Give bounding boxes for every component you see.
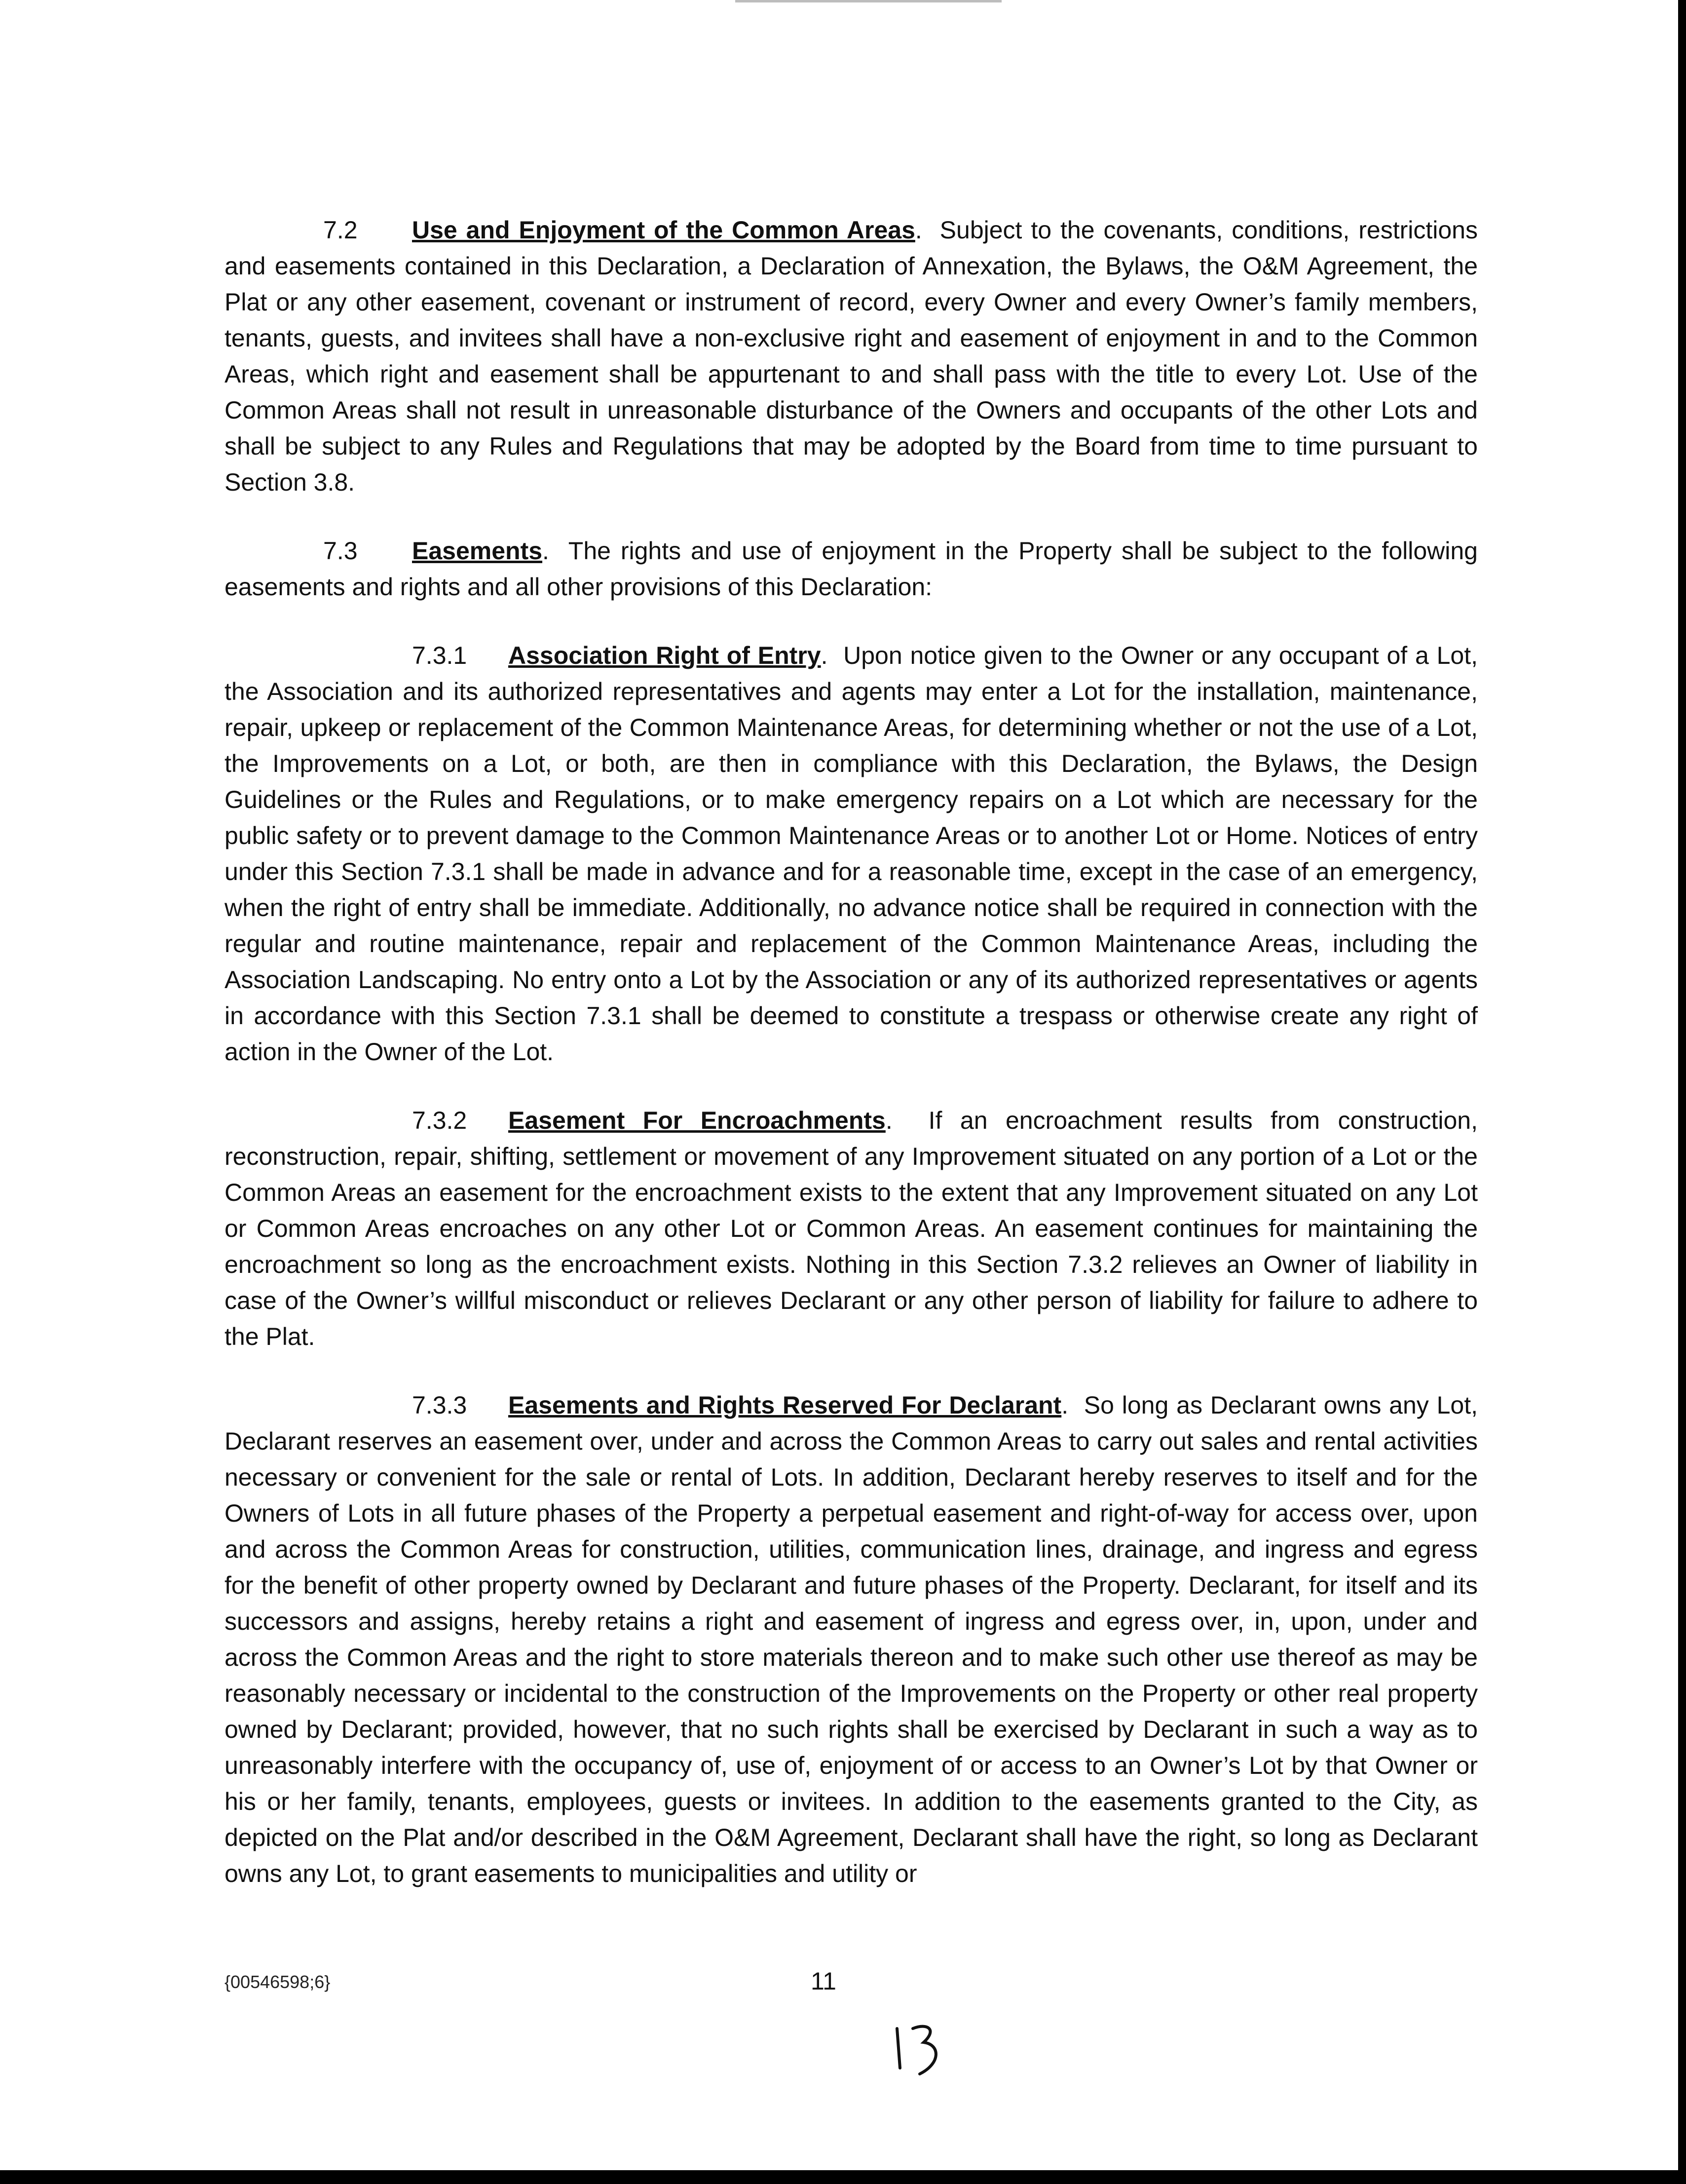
handwritten-page-mark	[888, 2019, 952, 2083]
section-heading: Easements and Rights Reserved For Declarant	[508, 1391, 1062, 1419]
section-number: 7.3.1	[412, 642, 467, 669]
page-number: 11	[811, 1967, 836, 1995]
section-number: 7.3.3	[412, 1391, 467, 1419]
section-number: 7.3	[323, 537, 358, 565]
section-body: Subject to the covenants, conditions, restrictions and easements contained in this Declaration, a Declaration of Annexation, the Bylaws, the O&M Agreement, the Plat or any other easement, covenant or instrument of record, every Owner and every Owner’s family members, tenants, guests, and invitees shall have a non-exclusive right and easement of enjoyment in and to the Common Areas, which right and easement shall be appurtenant to and shall pass with the title to every Lot. Use of the Common Areas shall not result in unreasonable disturbance of the Owners and occupants of the other Lots and shall be subject to any Rules and Regulations that may be adopted by the Board from time to time pursuant to Section 3.8.	[225, 216, 1478, 496]
scan-right-border	[1678, 0, 1686, 2184]
section-number: 7.3.2	[412, 1107, 467, 1134]
document-page	[225, 212, 1478, 1892]
section-7-3-3: 7.3.3 Easements and Rights Reserved For Declarant. So long as Declarant owns any Lot, Declarant reserves an easement over, under and across the Common Areas to carry out sales and rental activities necessary or convenient for the sale or rental of Lots. In addition, Declarant hereby reserves to itself and for the Owners of Lots in all future phases of the Property a perpetual easement and right-of-way for access over, upon and across the Common Areas for construction, utilities, communication lines, drainage, and ingress and egress for the benefit of other property owned by Declarant and future phases of the Property. Declarant, for itself and its successors and assigns, hereby retains a right and easement of ingress and egress over, in, upon, under and across the Common Areas and the right to store materials thereon and to make such other use thereof as may be reasonably necessary or incidental to the construction of the Improvements on the Property or other real property owned by Declarant; provided, however, that no such rights shall be exercised by Declarant in such a way as to unreasonably interfere with the occupancy of, use of, enjoyment of or access to an Owner’s Lot by that Owner or his or her family, tenants, employees, guests or invitees. In addition to the easements granted to the City, as depicted on the Plat and/or described in the O&M Agreement, Declarant shall have the right, so long as Declarant owns any Lot, to grant easements to municipalities and utility or	[225, 1387, 1478, 1892]
section-7-3: 7.3 Easements. The rights and use of enjoyment in the Property shall be subject to the following easements and rights and all other provisions of this Declaration:	[225, 533, 1478, 605]
section-7-2: 7.2 Use and Enjoyment of the Common Areas. Subject to the covenants, conditions, restrictions and easements contained in this Declaration, a Declaration of Annexation, the Bylaws, the O&M Agreement, the Plat or any other easement, covenant or instrument of record, every Owner and every Owner’s family members, tenants, guests, and invitees shall have a non-exclusive right and easement of enjoyment in and to the Common Areas, which right and easement shall be appurtenant to and shall pass with the title to every Lot. Use of the Common Areas shall not result in unreasonable disturbance of the Owners and occupants of the other Lots and shall be subject to any Rules and Regulations that may be adopted by the Board from time to time pursuant to Section 3.8.	[225, 212, 1478, 500]
section-body: The rights and use of enjoyment in the Property shall be subject to the following easements and rights and all other provisions of this Declaration:	[225, 537, 1478, 601]
section-body: So long as Declarant owns any Lot, Declarant reserves an easement over, under and across the Common Areas to carry out sales and rental activities necessary or convenient for the sale or rental of Lots. In addition, Declarant hereby reserves to itself and for the Owners of Lots in all future phases of the Property a perpetual easement and right-of-way for access over, upon and across the Common Areas for construction, utilities, communication lines, drainage, and ingress and egress for the benefit of other property owned by Declarant and future phases of the Property. Declarant, for itself and its successors and assigns, hereby retains a right and easement of ingress and egress over, in, upon, under and across the Common Areas and the right to store materials thereon and to make such other use thereof as may be reasonably necessary or incidental to the construction of the Improvements on the Property or other real property owned by Declarant; provided, however, that no such rights shall be exercised by Declarant in such a way as to unreasonably interfere with the occupancy of, use of, enjoyment of or access to an Owner’s Lot by that Owner or his or her family, tenants, employees, guests or invitees. In addition to the easements granted to the City, as depicted on the Plat and/or described in the O&M Agreement, Declarant shall have the right, so long as Declarant owns any Lot, to grant easements to municipalities and utility or	[225, 1391, 1478, 1887]
section-heading: Easement For Encroachments	[508, 1107, 886, 1134]
section-number: 7.2	[323, 216, 358, 244]
section-7-3-2: 7.3.2 Easement For Encroachments. If an encroachment results from construction, reconstruction, repair, shifting, settlement or movement of any Improvement situated on any portion of a Lot or the Common Areas an easement for the encroachment exists to the extent that any Improvement situated on any Lot or Common Areas encroaches on any other Lot or Common Areas. An easement continues for maintaining the encroachment so long as the encroachment exists. Nothing in this Section 7.3.2 relieves an Owner of liability in case of the Owner’s willful misconduct or relieves Declarant or any other person of liability for failure to adhere to the Plat.	[225, 1103, 1478, 1355]
section-body: If an encroachment results from construction, reconstruction, repair, shifting, settlement or movement of any Improvement situated on any portion of a Lot or the Common Areas an easement for the encroachment exists to the extent that any Improvement situated on any Lot or Common Areas encroaches on any other Lot or Common Areas. An easement continues for maintaining the encroachment so long as the encroachment exists. Nothing in this Section 7.3.2 relieves an Owner of liability in case of the Owner’s willful misconduct or relieves Declarant or any other person of liability for failure to adhere to the Plat.	[225, 1107, 1478, 1350]
scan-top-mark	[735, 0, 1002, 2]
section-heading: Use and Enjoyment of the Common Areas	[412, 216, 915, 244]
section-7-3-1: 7.3.1 Association Right of Entry. Upon notice given to the Owner or any occupant of a Lot, the Association and its authorized representatives and agents may enter a Lot for the installation, maintenance, repair, upkeep or replacement of the Common Maintenance Areas, for determining whether or not the use of a Lot, the Improvements on a Lot, or both, are then in compliance with this Declaration, the Bylaws, the Design Guidelines or the Rules and Regulations, or to make emergency repairs on a Lot which are necessary for the public safety or to prevent damage to the Common Maintenance Areas or to another Lot or Home. Notices of entry under this Section 7.3.1 shall be made in advance and for a reasonable time, except in the case of an emergency, when the right of entry shall be immediate. Additionally, no advance notice shall be required in connection with the regular and routine maintenance, repair and replacement of the Common Maintenance Areas, including the Association Landscaping. No entry onto a Lot by the Association or any of its authorized representatives or agents in accordance with this Section 7.3.1 shall be deemed to constitute a trespass or otherwise create any right of action in the Owner of the Lot.	[225, 638, 1478, 1070]
section-heading: Association Right of Entry	[508, 642, 821, 669]
document-id: {00546598;6}	[225, 1972, 331, 1992]
scan-bottom-border	[0, 2170, 1686, 2184]
section-heading: Easements	[412, 537, 543, 565]
section-body: Upon notice given to the Owner or any occupant of a Lot, the Association and its authorized representatives and agents may enter a Lot for the installation, maintenance, repair, upkeep or replacement of the Common Maintenance Areas, for determining whether or not the use of a Lot, the Improvements on a Lot, or both, are then in compliance with this Declaration, the Bylaws, the Design Guidelines or the Rules and Regulations, or to make emergency repairs on a Lot which are necessary for the public safety or to prevent damage to the Common Maintenance Areas or to another Lot or Home. Notices of entry under this Section 7.3.1 shall be made in advance and for a reasonable time, except in the case of an emergency, when the right of entry shall be immediate. Additionally, no advance notice shall be required in connection with the regular and routine maintenance, repair and replacement of the Common Maintenance Areas, including the Association Landscaping. No entry onto a Lot by the Association or any of its authorized representatives or agents in accordance with this Section 7.3.1 shall be deemed to constitute a trespass or otherwise create any right of action in the Owner of the Lot.	[225, 642, 1478, 1066]
